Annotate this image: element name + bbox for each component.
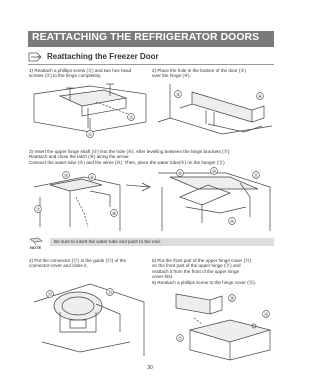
callout-label: ⑫ xyxy=(47,292,53,297)
figure-door-on-hinge xyxy=(152,82,274,140)
section-title: Reattaching the Freezer Door xyxy=(47,52,159,61)
step1-line: screws (②) to the hinge completely. xyxy=(29,73,102,79)
callout-label: ⑨ xyxy=(229,219,235,224)
step5-line: on the front part of the upper hinge (⑮) and xyxy=(152,263,241,269)
page-number: 30 xyxy=(147,365,153,371)
callout-label: ⑨ xyxy=(177,171,183,176)
door-hinge-illustration xyxy=(152,82,274,140)
callout-label: ⑪ xyxy=(253,173,259,178)
step3-line: Connect the water tube (⑨) and the wires (⑩). Then, place the water tube(⑨) on the hanger (⑪) xyxy=(29,159,225,165)
step3-text xyxy=(29,149,229,165)
step4-line: connector-cover and close it. xyxy=(29,263,88,269)
callout-label: ⑩ xyxy=(211,169,217,174)
callout-label: ① xyxy=(87,132,93,137)
step5-line: cover first. xyxy=(152,274,174,280)
note-text: Be sure to insert the water tube and push to the end. xyxy=(54,239,162,244)
step2-line: over the hinge (④). xyxy=(152,73,191,79)
step5-line: 5) Put the front part of the upper hinge cover (⑭) xyxy=(152,258,252,263)
callout-label: ② xyxy=(128,115,134,120)
connector-cover-illustration xyxy=(30,272,148,358)
figure-connector-cover xyxy=(30,272,148,358)
step5-text xyxy=(152,258,256,285)
callout-label: ⑬ xyxy=(107,290,113,295)
figure-screws-hinge xyxy=(30,82,148,140)
note-label: NOTE xyxy=(30,245,42,250)
callout-label: ⑭ xyxy=(229,296,235,301)
section-heading xyxy=(28,51,274,65)
hinge-screws-illustration xyxy=(30,82,148,140)
hinge-cover-illustration xyxy=(170,290,274,362)
note-bar xyxy=(50,238,274,246)
callout-label: ③ xyxy=(175,92,181,97)
figure-upper-hinge xyxy=(30,167,274,233)
section-divider xyxy=(28,64,274,65)
step4-line: 4) Put the connector (⑫) in the guide (⑬) of the xyxy=(29,258,127,263)
callout-label: ⑮ xyxy=(177,336,183,341)
step5-line: 6) Reattach a phillips screw to the hinge cover (⑯). xyxy=(152,279,257,285)
callout-label: ⑥ xyxy=(89,175,95,180)
screwdriver-icon xyxy=(28,51,43,64)
figure-hinge-cover xyxy=(170,290,274,362)
upper-hinge-illustration xyxy=(30,167,274,233)
step2-text xyxy=(152,68,246,79)
callout-label: ⑧ xyxy=(111,211,117,216)
page-title: REATTACHING THE REFRIGERATOR DOORS xyxy=(32,32,260,43)
callout-label: ⑯ xyxy=(263,312,269,317)
callout-label: ⑦ xyxy=(35,207,41,212)
callout-label: ④ xyxy=(257,94,263,99)
step3-line: 3) Insert the upper hinge shaft (⑤) into the hole (⑥). After levelling between the hinge brackets (⑦) xyxy=(29,149,230,154)
page-header-bar xyxy=(28,31,274,47)
step5-line: reattach it from the front of the upper hinge xyxy=(152,268,240,274)
step3-line: Reattach and close the latch (⑧) along the arrow. xyxy=(29,154,130,160)
step4-text xyxy=(29,258,126,269)
step2-line: 2) Place the hole in the bottom of the door (③) xyxy=(152,68,247,73)
callout-label: ⑤ xyxy=(63,173,69,178)
step1-line: 1) Reattach a phillips screw (①) and two hex head xyxy=(29,68,132,73)
step1-text xyxy=(29,68,131,79)
